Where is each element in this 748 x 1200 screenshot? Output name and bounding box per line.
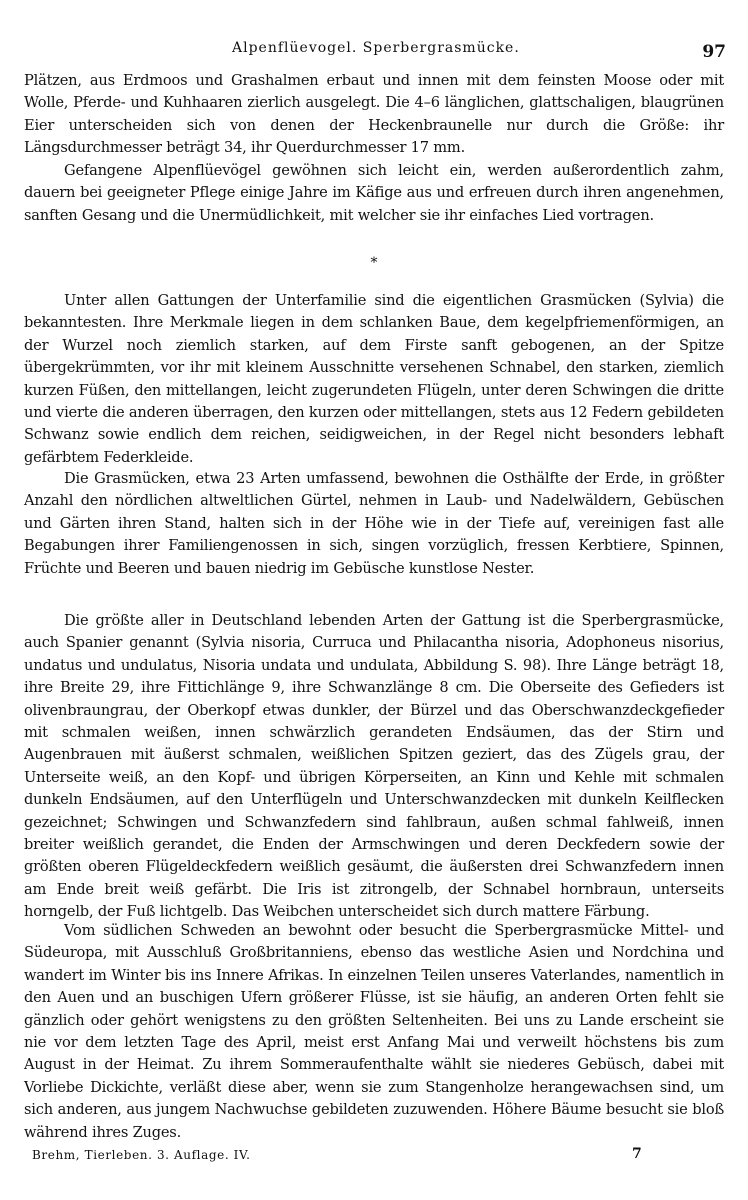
paragraph-text: Die Grasmücken, etwa 23 Arten umfassend, bewohnen die Osthälfte der Erde, in größter Anzahl den nördlichen altweltlichen Gürtel, nehmen in Laub- und Nadelwäldern, Gebüschen und Gärten ihren Stand, halten sich in der Höhe wie in der Tiefe auf, vereinigen fast alle Begabungen ihrer Familiengenossen in sich, singen vorzüglich, fressen Kerbtiere, Spinnen, Früchte und Beeren und bauen niedrig im Gebüsche kunstlose Nester. xyxy=(24,470,724,577)
paragraph-text: Die größte aller in Deutschland lebenden Arten der Gattung ist die Sperbergrasmücke, auch Spanier genannt (Sylvia nisoria, Curruca und Philacantha nisoria, Adophoneus nisorius, undatus und undulatus, Nisoria undata und undulata, Abbildung S. 98). Ihre Länge beträgt 18, ihre Breite 29, ihre Fittichlänge 9, ihre Schwanzlänge 8 cm. Die Oberseite des Gefieders ist olivenbraungrau, der Oberkopf etwas dunkler, der Bürzel und das Oberschwanzdeckgefieder mit schmalen weißen, innen schwärzlich gerandeten Endsäumen, das der Stirn und Augenbrauen mit äußerst schmalen, weißlichen Spitzen geziert, das des Zügels grau, der Unterseite weiß, an den Kopf- und übrigen Körperseiten, an Kinn und Kehle mit schmalen dunkeln Endsäumen, auf den Unterflügeln und Unterschwanzdecken mit dunkeln Keilflecken gezeichnet; Schwingen und Schwanzfedern sind fahlbraun, außen schmal fahlweiß, innen breiter weißlich gerandet, die Enden der Armschwingen und deren Deckfedern sowie der größten oberen Flügeldeckfedern weißlich gesäumt, die äußersten drei Schwanzfedern innen am Ende breit weiß gefärbt. Die Iris ist zitrongelb, der Schnabel hornbraun, unterseits horngelb, der Fuß lichtgelb. Das Weibchen unterscheidet sich durch mattere Färbung. xyxy=(24,612,724,921)
running-head: Alpenflüevogel. Sperbergrasmücke. xyxy=(232,40,520,56)
paragraph-captivity xyxy=(24,160,724,227)
section-separator: * xyxy=(370,255,378,271)
page-footer xyxy=(0,1146,748,1170)
page-header xyxy=(0,38,748,68)
paragraph-grasmuecken-distribution xyxy=(24,468,724,580)
footer-source: Brehm, Tierleben. 3. Auflage. IV. xyxy=(32,1148,251,1162)
paragraph-grasmuecken-intro xyxy=(24,290,724,469)
paragraph-text: Vom südlichen Schweden an bewohnt oder besucht die Sperbergrasmücke Mittel- und Südeuropa, mit Ausschluß Großbritanniens, ebenso das westliche Asien und Nordchina und wandert im Winter bis ins Innere Afrikas. In einzelnen Teilen unseres Vaterlandes, namentlich in den Auen und an buschigen Ufern größerer Flüsse, ist sie häufig, an anderen Orten fehlt sie gänzlich oder gehört wenigstens zu den größten Seltenheiten. Bei uns zu Lande erscheint sie nie vor dem letzten Tage des April, meist erst Anfang Mai und verweilt höchstens bis zum August in der Heimat. Zu ihrem Sommeraufenthalte wählt sie niederes Gebüsch, dabei mit Vorliebe Dickichte, verläßt diese aber, wenn sie zum Stangenholze herangewachsen sind, um sich anderen, aus jungem Nachwuchse gebildeten zuzuwenden. Höhere Bäume besucht sie bloß während ihres Zuges. xyxy=(24,922,724,1141)
paragraph-text: Plätzen, aus Erdmoos und Grashalmen erbaut und innen mit dem feinsten Moose oder mit Wolle, Pferde- und Kuhhaaren zierlich ausgelegt. Die 4–6 länglichen, glattschaligen, blaugrünen Eier unterscheiden sich von denen der Heckenbraunelle nur durch die Größe: ihr Längsdurchmesser beträgt 34, ihr Querdurchmesser 17 mm. xyxy=(24,72,724,157)
paragraph-sperbergrasmuecke-description xyxy=(24,610,724,924)
footer-signature: 7 xyxy=(632,1146,642,1162)
paragraph-text: Unter allen Gattungen der Unterfamilie sind die eigentlichen Grasmücken (Sylvia) die bekanntesten. Ihre Merkmale liegen in dem schlanken Baue, dem kegelpfriemenförmigen, an der Wurzel noch ziemlich starken, auf dem Firste sanft gebogenen, an der Spitze übergekrümmten, vor ihr mit kleinem Ausschnitte versehenen Schnabel, den starken, ziemlich kurzen Füßen, den mittellangen, leicht zugerundeten Flügeln, unter deren Schwingen die dritte und vierte die anderen überragen, den kurzen oder mittellangen, stets aus 12 Federn gebildeten Schwanz sowie endlich dem reichen, seidigweichen, in der Regel nicht besonders lebhaft gefärbtem Federkleide. xyxy=(24,292,724,466)
paragraph-text: Gefangene Alpenflüevögel gewöhnen sich leicht ein, werden außerordentlich zahm, dauern bei geeigneter Pflege einige Jahre im Käfige aus und erfreuen durch ihren angenehmen, sanften Gesang und die Unermüdlichkeit, mit welcher sie ihr einfaches Lied vortragen. xyxy=(24,162,724,224)
paragraph-sperbergrasmuecke-range xyxy=(24,920,724,1144)
paragraph-nest-description xyxy=(24,70,724,160)
page-number: 97 xyxy=(702,42,726,62)
